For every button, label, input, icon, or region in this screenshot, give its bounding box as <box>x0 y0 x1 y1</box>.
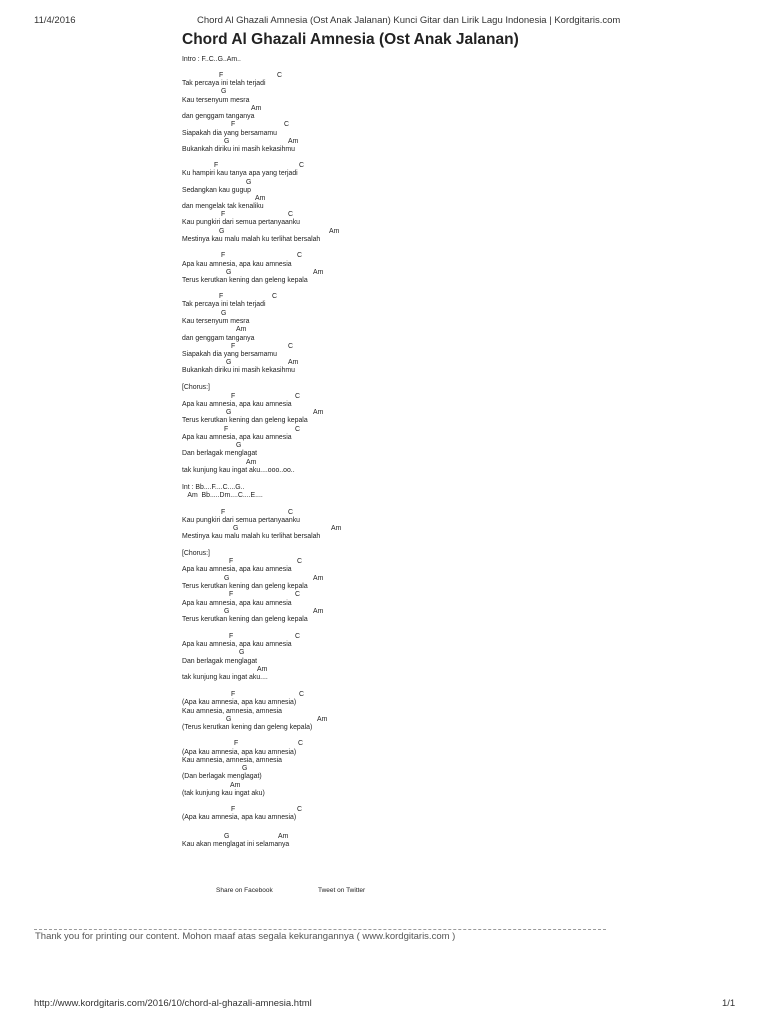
print-url: http://www.kordgitaris.com/2016/10/chord-al-ghazali-amnesia.html <box>34 998 312 1009</box>
chord: C <box>295 426 300 433</box>
chord: F <box>231 806 236 813</box>
article-title: Chord Al Ghazali Amnesia (Ost Anak Jalanan) <box>182 31 519 48</box>
chord: G <box>236 442 242 449</box>
lyric-line: dan genggam tanganya <box>182 335 255 342</box>
lyric-line: Apa kau amnesia, apa kau amnesia <box>182 600 292 607</box>
lyric-line: Kau pungkiri dari semua pertanyaanku <box>182 517 300 524</box>
lyric-line: Kau akan menglagat ini selamanya <box>182 841 290 848</box>
chord: Am <box>313 409 324 416</box>
chord: Am <box>278 833 289 840</box>
chord: G <box>239 649 245 656</box>
chord: C <box>284 121 289 128</box>
lyric-line: Dan berlagak menglagat <box>182 658 258 665</box>
share-twitter-link[interactable]: Tweet on Twitter <box>318 887 366 894</box>
print-thanks-note: Thank you for printing our content. Mohon maaf atas segala kekurangannya ( www.kordgitaris.com ) <box>35 931 456 942</box>
chord: G <box>219 228 225 235</box>
chord: F <box>229 591 234 598</box>
chord: C <box>297 558 302 565</box>
print-page-title: Chord Al Ghazali Amnesia (Ost Anak Jalanan) Kunci Gitar dan Lirik Lagu Indonesia | Kordgitaris.com <box>197 15 621 26</box>
chord: Am <box>313 269 324 276</box>
lyric-line: Terus kerutkan kening dan geleng kepala <box>182 583 308 590</box>
lyric-line: (Apa kau amnesia, apa kau amnesia) <box>182 814 297 821</box>
share-facebook-link[interactable]: Share on Facebook <box>216 887 273 894</box>
chord: F <box>221 509 226 516</box>
lyric-line: Bukankah diriku ini masih kekasihmu <box>182 367 295 374</box>
chord: C <box>288 343 293 350</box>
chord: F <box>224 426 229 433</box>
lyric-line: (Apa kau amnesia, apa kau amnesia) <box>182 699 297 706</box>
chord: F <box>231 393 236 400</box>
lyric-line: Kau amnesia, amnesia, amnesia <box>182 757 282 764</box>
intro-line: Intro : F..C..G..Am.. <box>182 56 241 63</box>
lyric-line: Terus kerutkan kening dan geleng kepala <box>182 277 308 284</box>
chord: F <box>214 162 219 169</box>
chord: F <box>231 121 236 128</box>
chord: Am <box>329 228 340 235</box>
lyric-line: Bukankah diriku ini masih kekasihmu <box>182 146 295 153</box>
chord: F <box>234 740 239 747</box>
chord: G <box>226 359 232 366</box>
chord: F <box>219 72 224 79</box>
lyric-line: Sedangkan kau gugup <box>182 187 251 194</box>
chord: G <box>242 765 248 772</box>
chord: C <box>295 633 300 640</box>
chord: F <box>229 633 234 640</box>
chord: C <box>299 691 304 698</box>
chord: C <box>288 211 293 218</box>
page-count: 1/1 <box>722 998 736 1009</box>
chord: G <box>246 179 252 186</box>
chord: F <box>221 252 226 259</box>
lyric-line: Terus kerutkan kening dan geleng kepala <box>182 417 308 424</box>
section-label: [Chorus:] <box>182 384 210 391</box>
lyrics-block <box>182 56 602 856</box>
chord: G <box>226 716 232 723</box>
lyric-line: Dan berlagak menglagat <box>182 450 258 457</box>
chord: Am <box>236 326 247 333</box>
lyric-line: Kau pungkiri dari semua pertanyaanku <box>182 219 300 226</box>
chord: Am <box>288 359 299 366</box>
print-date: 11/4/2016 <box>34 15 76 26</box>
chord: Am <box>230 782 241 789</box>
chord: G <box>226 269 232 276</box>
chord: G <box>224 608 230 615</box>
chord: Am <box>313 575 324 582</box>
chord: Am <box>255 195 266 202</box>
chord: G <box>221 88 227 95</box>
chord: C <box>299 162 304 169</box>
lyric-line: Kau amnesia, amnesia, amnesia <box>182 708 282 715</box>
lyric-line: (Apa kau amnesia, apa kau amnesia) <box>182 749 297 756</box>
lyric-line: Mestinya kau malu malah ku terlihat bersalah <box>182 236 321 243</box>
lyric-line: Mestinya kau malu malah ku terlihat bersalah <box>182 533 321 540</box>
chord: G <box>224 833 230 840</box>
lyric-line: Kau tersenyum mesra <box>182 97 250 104</box>
chord: Am <box>317 716 328 723</box>
interlude-line: Am Bb.....Dm....C....E.... <box>182 492 263 499</box>
chord: Am <box>251 105 262 112</box>
lyric-line: (Terus kerutkan kening dan geleng kepala) <box>182 724 313 731</box>
chord: F <box>229 558 234 565</box>
chord: C <box>297 806 302 813</box>
lyric-line: Siapakah dia yang bersamamu <box>182 351 277 358</box>
lyric-line: tak kunjung kau ingat aku....ooo..oo.. <box>182 467 295 474</box>
chord: F <box>231 691 236 698</box>
lyric-line: Apa kau amnesia, apa kau amnesia <box>182 401 292 408</box>
interlude-line: Int : Bb....F....C....G.. <box>182 484 245 491</box>
chord: C <box>295 591 300 598</box>
lyric-line: tak kunjung kau ingat aku.... <box>182 674 268 681</box>
chord: C <box>298 740 303 747</box>
chord: C <box>297 252 302 259</box>
chord: Am <box>313 608 324 615</box>
lyric-line: Ku hampiri kau tanya apa yang terjadi <box>182 170 298 177</box>
lyric-line: Terus kerutkan kening dan geleng kepala <box>182 616 308 623</box>
lyric-line: Tak percaya ini telah terjadi <box>182 80 266 87</box>
lyric-line: Apa kau amnesia, apa kau amnesia <box>182 261 292 268</box>
lyric-line: Siapakah dia yang bersamamu <box>182 130 277 137</box>
chord: F <box>219 293 224 300</box>
lyric-line: Apa kau amnesia, apa kau amnesia <box>182 434 292 441</box>
chord: F <box>221 211 226 218</box>
chord: Am <box>288 138 299 145</box>
chord: C <box>295 393 300 400</box>
lyric-line: (Dan berlagak menglagat) <box>182 773 262 780</box>
lyric-line: Apa kau amnesia, apa kau amnesia <box>182 566 292 573</box>
chord: C <box>277 72 282 79</box>
lyric-line: Apa kau amnesia, apa kau amnesia <box>182 641 292 648</box>
chord: Am <box>257 666 268 673</box>
lyric-line: (tak kunjung kau ingat aku) <box>182 790 265 797</box>
chord: G <box>226 409 232 416</box>
chord: Am <box>246 459 257 466</box>
chord: Am <box>331 525 342 532</box>
chord: F <box>231 343 236 350</box>
chord: C <box>272 293 277 300</box>
section-label: [Chorus:] <box>182 550 210 557</box>
chord: G <box>224 575 230 582</box>
lyric-line: dan mengelak tak kenaliku <box>182 203 264 210</box>
lyric-line: Tak percaya ini telah terjadi <box>182 301 266 308</box>
chord: G <box>224 138 230 145</box>
divider <box>34 929 606 930</box>
chord: G <box>233 525 239 532</box>
lyric-line: dan genggam tanganya <box>182 113 255 120</box>
chord: G <box>221 310 227 317</box>
chord: C <box>288 509 293 516</box>
lyric-line: Kau tersenyum mesra <box>182 318 250 325</box>
